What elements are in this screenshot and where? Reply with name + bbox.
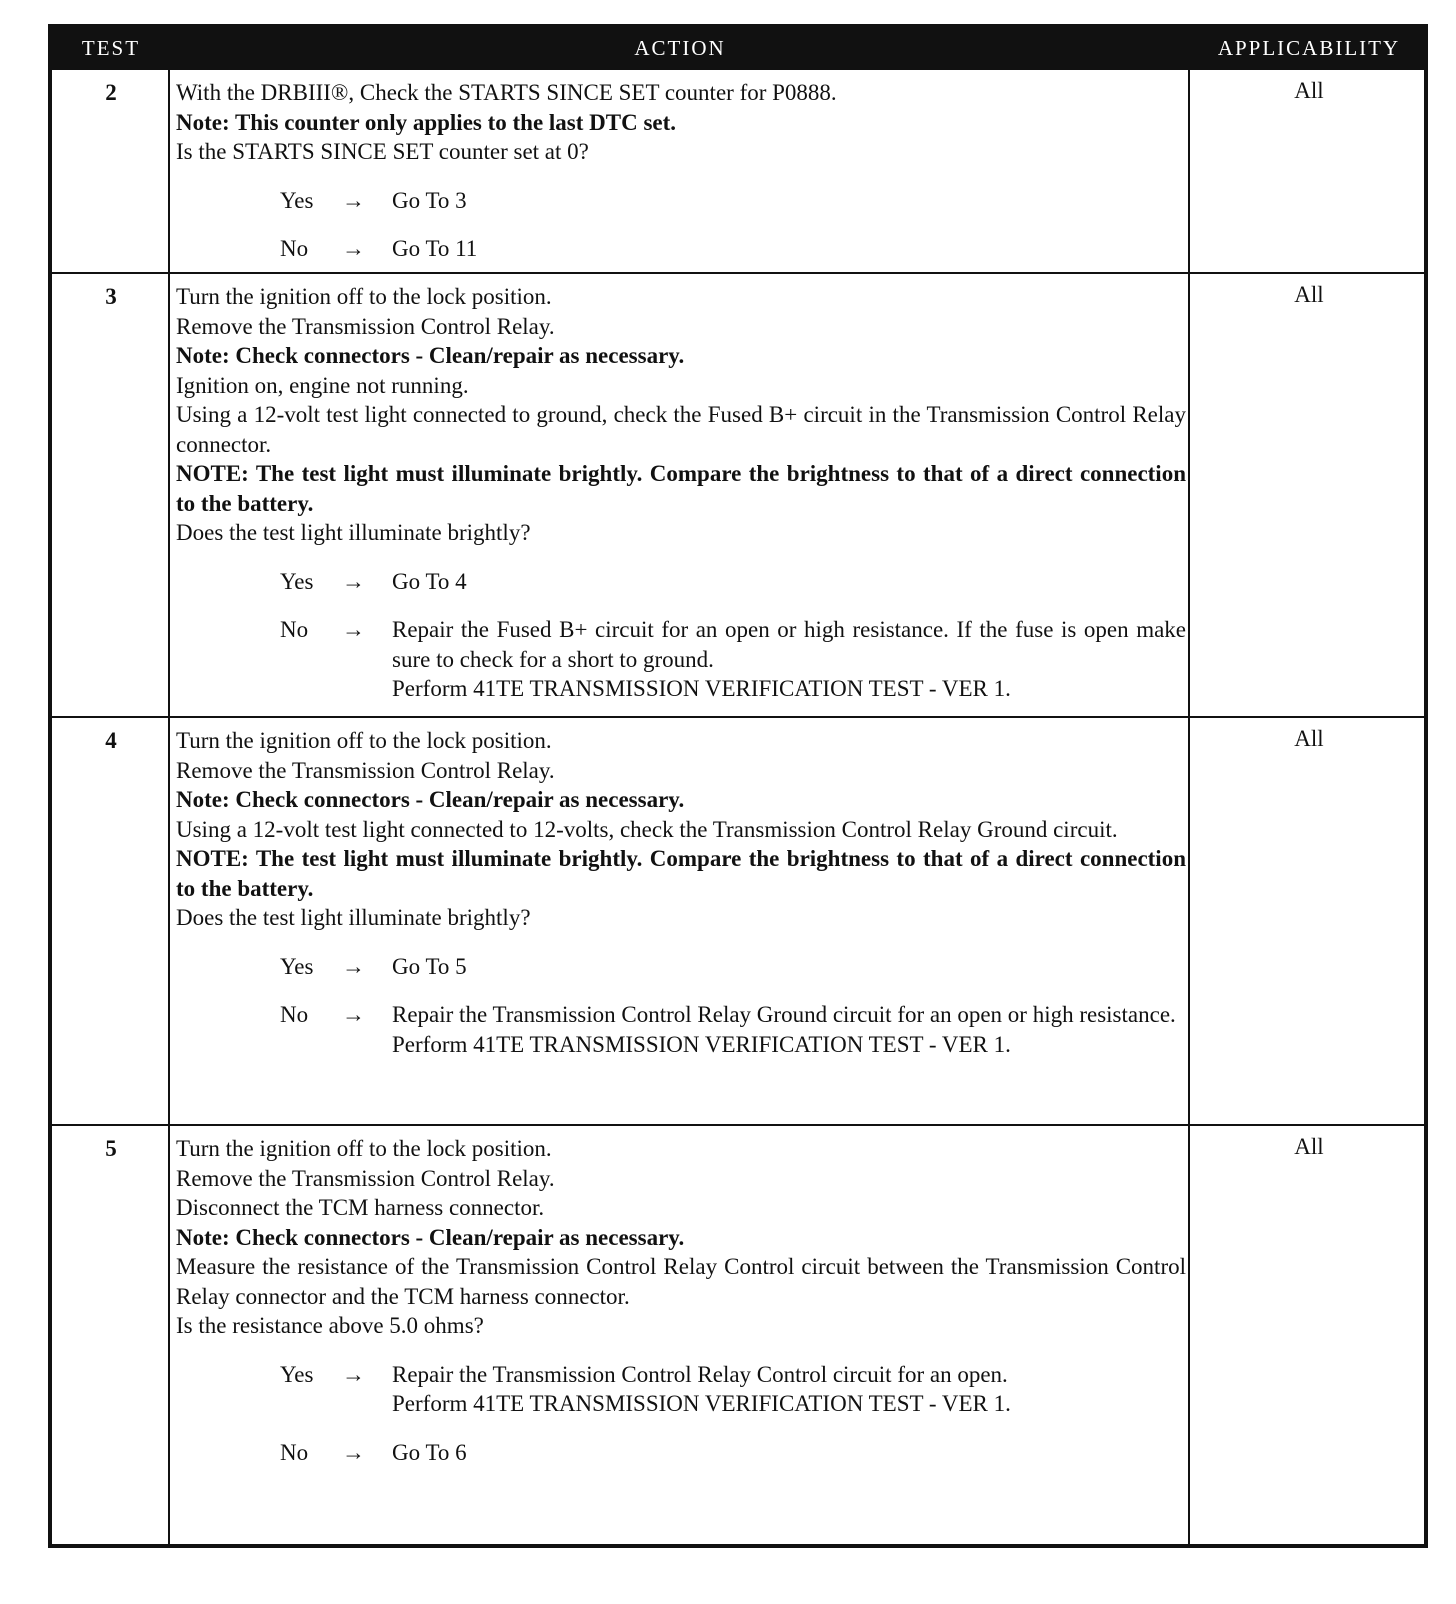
action-step: Does the test light illuminate brightly? bbox=[176, 520, 531, 545]
header-test: TEST bbox=[81, 36, 141, 60]
table-header bbox=[52, 28, 1424, 70]
answer-label: Yes bbox=[280, 187, 314, 213]
action-cell bbox=[176, 78, 1186, 264]
answer-option bbox=[176, 1438, 1186, 1468]
answer-label: No bbox=[280, 236, 309, 261]
action-step: Measure the resistance of the Transmission Control Relay Control circuit between the Transmission Control Relay connector and the TCM harness connector. bbox=[176, 1254, 1186, 1309]
action-step: Disconnect the TCM harness connector. bbox=[176, 1195, 545, 1220]
result-line: Go To 6 bbox=[392, 1439, 467, 1465]
answer-option bbox=[176, 952, 1186, 982]
answer-result bbox=[392, 615, 1186, 704]
test-number: 2 bbox=[105, 80, 117, 105]
answer-label: Yes bbox=[280, 568, 314, 594]
arrow-icon: → bbox=[342, 1002, 365, 1027]
answer-option bbox=[176, 1360, 1186, 1419]
answer-label: No bbox=[280, 617, 309, 642]
result-line: Go To 11 bbox=[392, 236, 478, 261]
answer-result bbox=[392, 234, 1186, 264]
table-row bbox=[52, 1126, 1424, 1548]
action-step: Remove the Transmission Control Relay. bbox=[176, 313, 555, 339]
result-line: Go To 3 bbox=[392, 187, 467, 213]
answer-result bbox=[392, 186, 1186, 216]
result-line: Perform 41TE TRANSMISSION VERIFICATION TEST - VER 1. bbox=[392, 1031, 1011, 1057]
header-applicability: APPLICABILITY bbox=[1217, 36, 1401, 60]
answer-option bbox=[176, 567, 1186, 597]
action-step: Using a 12-volt test light connected to 12-volts, check the Transmission Control Relay Ground circuit. bbox=[176, 816, 1118, 842]
answer-option bbox=[176, 1000, 1186, 1059]
test-number: 5 bbox=[105, 1136, 117, 1161]
answer-option bbox=[176, 615, 1186, 704]
applicability-value: All bbox=[1294, 726, 1324, 751]
answer-label: No bbox=[280, 1002, 309, 1027]
action-note: Note: Check connectors - Clean/repair as necessary. bbox=[176, 787, 685, 812]
action-step: Ignition on, engine not running. bbox=[176, 372, 469, 398]
answer-result bbox=[392, 1000, 1186, 1059]
action-note: Note: Check connectors - Clean/repair as necessary. bbox=[176, 1224, 685, 1250]
applicability-value: All bbox=[1294, 78, 1324, 103]
answer-option bbox=[176, 234, 1186, 264]
result-line: Repair the Transmission Control Relay Control circuit for an open. bbox=[392, 1361, 1008, 1387]
arrow-icon: → bbox=[342, 1439, 365, 1465]
answer-label: No bbox=[280, 1439, 309, 1465]
action-cell bbox=[176, 726, 1186, 1059]
test-number: 4 bbox=[105, 728, 117, 753]
action-note: Note: This counter only applies to the last DTC set. bbox=[176, 109, 677, 135]
result-line: Perform 41TE TRANSMISSION VERIFICATION TEST - VER 1. bbox=[392, 1391, 1011, 1416]
result-line: Go To 4 bbox=[392, 568, 467, 594]
action-step: Turn the ignition off to the lock position. bbox=[176, 728, 552, 753]
arrow-icon: → bbox=[342, 953, 365, 979]
action-note: NOTE: The test light must illuminate brightly. Compare the brightness to that of a direct connection to the battery. bbox=[176, 846, 1186, 901]
applicability-value: All bbox=[1294, 282, 1324, 307]
table-row bbox=[52, 718, 1424, 1126]
action-cell bbox=[176, 282, 1186, 704]
answer-label: Yes bbox=[280, 953, 314, 979]
result-line: Repair the Transmission Control Relay Ground circuit for an open or high resistance. bbox=[392, 1002, 1176, 1027]
action-step: Does the test light illuminate brightly? bbox=[176, 905, 531, 930]
result-line: Repair the Fused B+ circuit for an open or high resistance. If the fuse is open make sure to check for a short to ground. bbox=[392, 617, 1186, 672]
action-step: Remove the Transmission Control Relay. bbox=[176, 757, 555, 783]
header-action: ACTION bbox=[634, 36, 726, 60]
action-step: With the DRBIII®, Check the STARTS SINCE SET counter for P0888. bbox=[176, 80, 837, 105]
answer-result bbox=[392, 952, 1186, 982]
applicability-value: All bbox=[1294, 1134, 1324, 1159]
table-row bbox=[52, 70, 1424, 274]
action-note: NOTE: The test light must illuminate brightly. Compare the brightness to that of a direct connection to the battery. bbox=[176, 461, 1186, 516]
action-step: Remove the Transmission Control Relay. bbox=[176, 1165, 555, 1191]
action-step: Turn the ignition off to the lock position. bbox=[176, 1136, 552, 1161]
table-row bbox=[52, 274, 1424, 718]
action-step: Using a 12-volt test light connected to ground, check the Fused B+ circuit in the Transmission Control Relay connector. bbox=[176, 402, 1186, 457]
test-number: 3 bbox=[105, 284, 117, 309]
arrow-icon: → bbox=[342, 1361, 365, 1387]
action-cell bbox=[176, 1134, 1186, 1467]
answer-label: Yes bbox=[280, 1361, 314, 1387]
arrow-icon: → bbox=[342, 187, 365, 213]
action-step: Turn the ignition off to the lock position. bbox=[176, 284, 552, 309]
arrow-icon: → bbox=[342, 617, 365, 642]
diagnostic-table bbox=[48, 24, 1428, 1548]
action-step: Is the STARTS SINCE SET counter set at 0? bbox=[176, 139, 589, 164]
answer-result bbox=[392, 1438, 1186, 1468]
answer-result bbox=[392, 1360, 1186, 1419]
action-step: Is the resistance above 5.0 ohms? bbox=[176, 1313, 484, 1338]
action-note: Note: Check connectors - Clean/repair as necessary. bbox=[176, 343, 685, 368]
answer-result bbox=[392, 567, 1186, 597]
arrow-icon: → bbox=[342, 236, 365, 261]
result-line: Perform 41TE TRANSMISSION VERIFICATION TEST - VER 1. bbox=[392, 676, 1011, 701]
answer-option bbox=[176, 186, 1186, 216]
result-line: Go To 5 bbox=[392, 953, 467, 979]
arrow-icon: → bbox=[342, 568, 365, 594]
